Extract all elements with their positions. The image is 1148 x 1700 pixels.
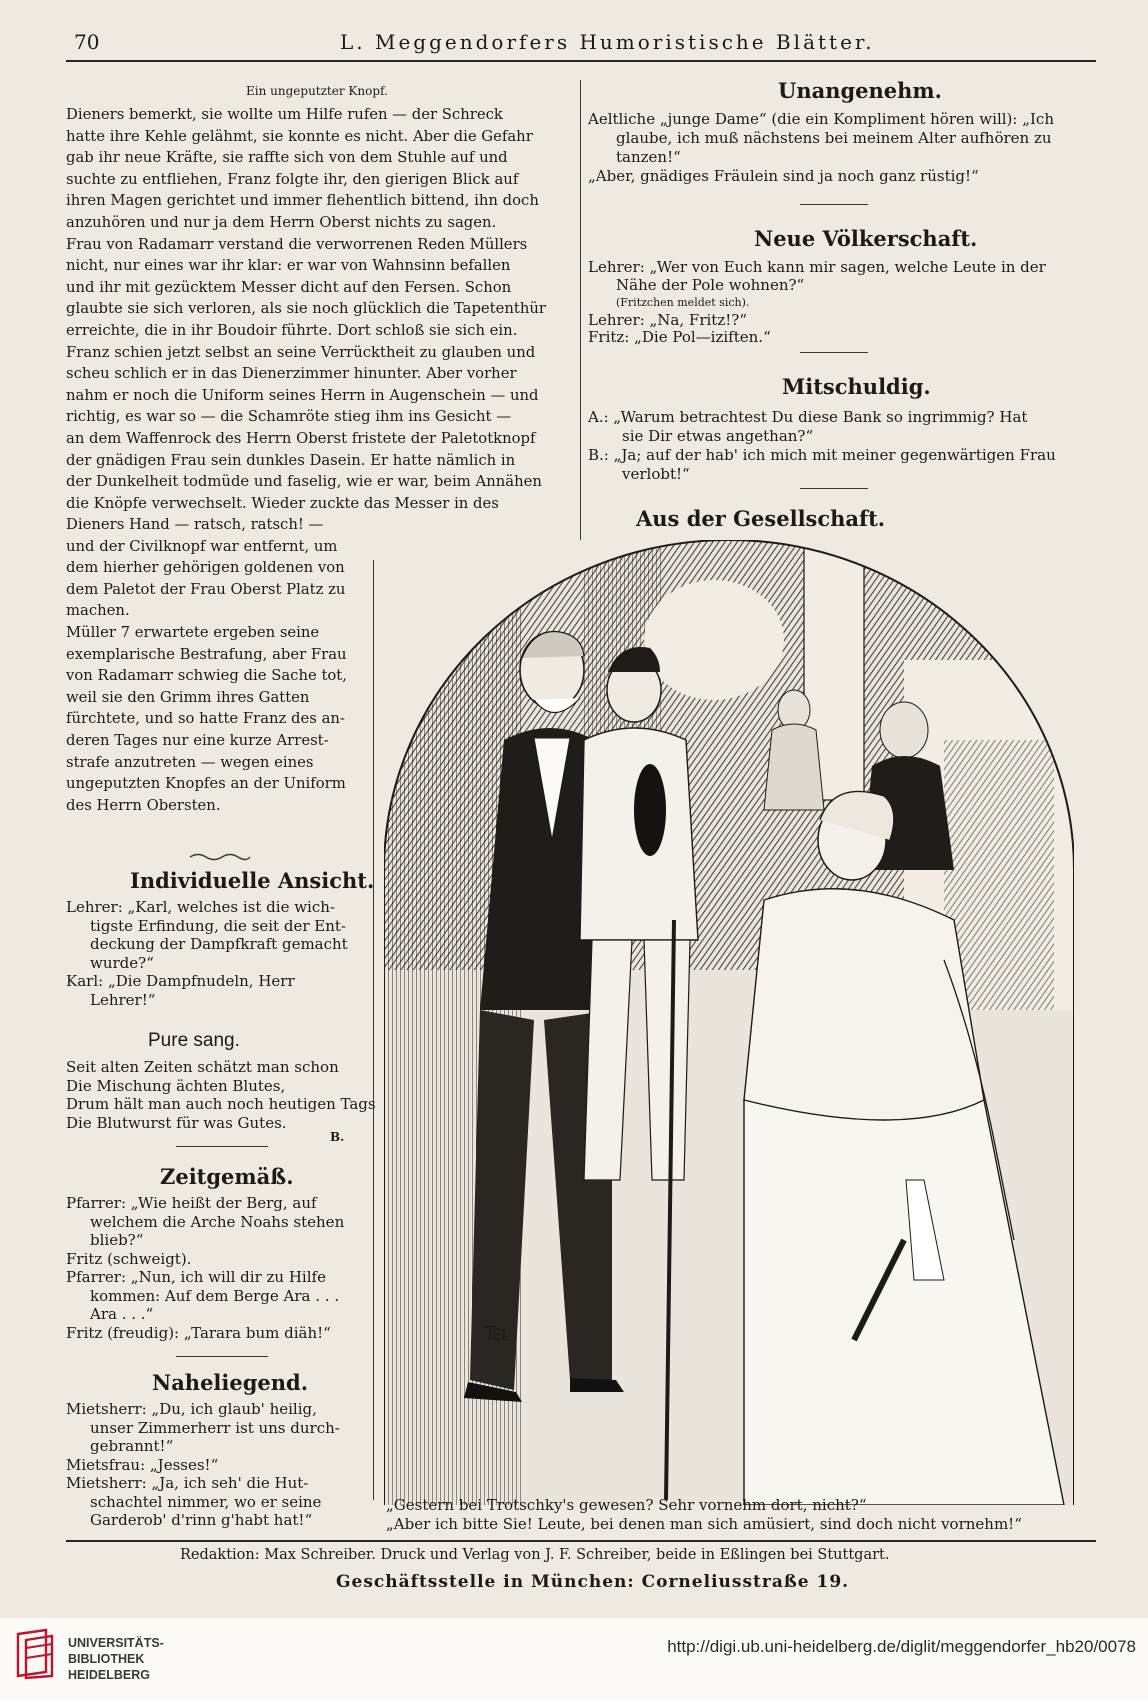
separator bbox=[176, 1146, 268, 1147]
dialog-line: Lehrer: „Wer von Euch kann mir sagen, welche Leute in der bbox=[588, 258, 1046, 276]
gesellschaft-caption-2: „Aber ich bitte Sie! Leute, bei denen man sich amüsiert, sind doch nicht vornehm!“ bbox=[386, 1515, 1022, 1533]
story-line: der gnädigen Frau sein dunkles Dasein. Er hatte nämlich in bbox=[66, 451, 516, 469]
individuelle-heading: Individuelle Ansicht. bbox=[130, 868, 375, 893]
poem-line: Seit alten Zeiten schätzt man schon bbox=[66, 1058, 339, 1076]
story-line: exemplarische Bestrafung, aber Frau bbox=[66, 645, 347, 663]
dialog-line: verlobt!“ bbox=[622, 465, 690, 483]
story-line: Frau von Radamarr verstand die verworrenen Reden Müllers bbox=[66, 235, 528, 253]
dialog-line: unser Zimmerherr ist uns durch- bbox=[90, 1418, 340, 1437]
poem-line: Die Mischung ächten Blutes, bbox=[66, 1076, 286, 1095]
dialog-line: Fritz (freudig): „Tarara bum diäh!“ bbox=[66, 1323, 331, 1342]
dialog-line: tigste Erfindung, die seit der Ent- bbox=[90, 916, 346, 935]
page-header bbox=[0, 28, 1148, 58]
zeitgemaess-heading: Zeitgemäß. bbox=[160, 1164, 294, 1189]
story-line: fürchtete, und so hatte Franz des an- bbox=[66, 710, 345, 728]
dialog-line: schachtel nimmer, wo er seine bbox=[90, 1492, 322, 1511]
story-line: Dieners bemerkt, sie wollte um Hilfe rufen — der Schreck bbox=[66, 106, 503, 123]
dialog-line: B.: „Ja; auf der hab' ich mich mit meiner gegenwärtigen Frau bbox=[588, 446, 1056, 464]
pure-sang-heading: Pure sang. bbox=[148, 1030, 240, 1051]
story-line: dem hierher gehörigen goldenen von bbox=[66, 559, 345, 577]
imprint-line: Redaktion: Max Schreiber. Druck und Verlag von J. F. Schreiber, beide in Eßlingen bei Stuttgart. bbox=[180, 1547, 890, 1563]
gesellschaft-caption-1: „Gestern bei Trotschky's gewesen? Sehr vornehm dort, nicht?“ bbox=[386, 1496, 867, 1514]
separator bbox=[800, 352, 868, 353]
column-divider-lower bbox=[373, 560, 374, 1500]
library-name-3: HEIDELBERG bbox=[68, 1668, 150, 1682]
story-line: deren Tages nur eine kurze Arrest- bbox=[66, 732, 329, 749]
dialog-line: Mietsherr: „Ja, ich seh' die Hut- bbox=[66, 1474, 309, 1492]
unangenehm-heading: Unangenehm. bbox=[778, 78, 942, 103]
dialog-line: gebrannt!“ bbox=[90, 1437, 174, 1455]
story-line: strafe anzutreten — wegen eines bbox=[66, 753, 314, 771]
story-line: scheu schlich er in das Dienerzimmer hinunter. Aber vorher bbox=[66, 365, 517, 383]
story-line: Franz schien jetzt selbst an seine Verrücktheit zu glauben und bbox=[66, 343, 536, 361]
dialog-line: welchem die Arche Noahs stehen bbox=[90, 1212, 345, 1231]
story-line: suchte zu entfliehen, Franz folgte ihr, den gierigen Blick auf bbox=[66, 170, 519, 188]
dialog-line: blieb?“ bbox=[90, 1231, 144, 1249]
story-line: und ihr mit gezücktem Messer dicht auf den Fersen. Schon bbox=[66, 278, 512, 296]
dialog-line: glaube, ich muß nächstens bei meinem Alter aufhören zu bbox=[616, 129, 1052, 147]
story-line: an dem Waffenrock des Herrn Oberst fristete der Paletotknopf bbox=[66, 430, 536, 447]
library-name-2: BIBLIOTHEK bbox=[68, 1652, 145, 1666]
voelkerschaft-heading: Neue Völkerschaft. bbox=[754, 226, 978, 251]
separator bbox=[176, 1356, 268, 1357]
story-line: ihren Magen gerichtet und immer flehentlich bittend, ihn doch bbox=[66, 192, 539, 210]
mitschuldig-heading: Mitschuldig. bbox=[782, 374, 931, 399]
dialog-line: kommen: Auf dem Berge Ara . . . bbox=[90, 1286, 340, 1305]
ballroom-illustration bbox=[384, 540, 1074, 1505]
dialog-line: Pfarrer: „Nun, ich will dir zu Hilfe bbox=[66, 1268, 326, 1286]
dialog-line: A.: „Warum betrachtest Du diese Bank so ingrimmig? Hat bbox=[588, 408, 1028, 426]
ornament-divider bbox=[188, 852, 252, 862]
dialog-line: Aeltliche „junge Dame“ (die ein Kompliment hören will): „Ich bbox=[588, 110, 1054, 128]
dialog-line: sie Dir etwas angethan?“ bbox=[622, 427, 814, 445]
library-footer bbox=[0, 1618, 1148, 1700]
dialog-line: Lehrer: „Karl, welches ist die wich- bbox=[66, 898, 335, 916]
dialog-line: Garderob' d'rinn g'habt hat!“ bbox=[90, 1511, 313, 1529]
svg-text:℡: ℡ bbox=[484, 1317, 512, 1347]
story-line: und der Civilknopf war entfernt, um bbox=[66, 537, 338, 555]
pure-sang-signature: B. bbox=[330, 1130, 345, 1144]
dialog-line: Mietsherr: „Du, ich glaub' heilig, bbox=[66, 1400, 317, 1418]
story-line: die Knöpfe verwechselt. Wieder zuckte das Messer in des bbox=[66, 494, 499, 512]
gesellschaft-heading: Aus der Gesellschaft. bbox=[636, 506, 886, 531]
header-rule bbox=[66, 60, 1096, 62]
dialog-line: Mietsfrau: „Jesses!“ bbox=[66, 1455, 219, 1474]
story-line: machen. bbox=[66, 602, 130, 620]
column-divider bbox=[580, 80, 581, 540]
magazine-title: L. Meggendorfers Humoristische Blätter. bbox=[340, 30, 875, 54]
dialog-line: Karl: „Die Dampfnudeln, Herr bbox=[66, 972, 295, 990]
story-line: Müller 7 erwartete ergeben seine bbox=[66, 624, 320, 641]
story-line: ungeputzten Knopfes an der Uniform bbox=[66, 775, 346, 793]
dialog-line: wurde?“ bbox=[90, 953, 154, 972]
imprint-address: Geschäftsstelle in München: Corneliusstraße 19. bbox=[336, 1572, 850, 1592]
page-number: 70 bbox=[74, 30, 100, 54]
dialog-line: deckung der Dampfkraft gemacht bbox=[90, 935, 348, 953]
story-line: richtig, es war so — die Schamröte stieg ihm ins Gesicht — bbox=[66, 408, 511, 426]
dialog-line: Lehrer: „Na, Fritz!?“ bbox=[588, 310, 747, 329]
story-line: nahm er noch die Uniform seines Herrn in Augenschein — und bbox=[66, 386, 539, 404]
dialog-line: Fritz (schweigt). bbox=[66, 1249, 192, 1268]
library-logo-icon bbox=[12, 1628, 62, 1680]
story-line: dem Paletot der Frau Oberst Platz zu bbox=[66, 580, 346, 598]
dialog-line: Nähe der Pole wohnen?“ bbox=[616, 275, 805, 294]
dialog-line: Ara . . .“ bbox=[90, 1305, 154, 1323]
story-caption: Ein ungeputzter Knopf. bbox=[246, 84, 388, 98]
footer-rule bbox=[66, 1540, 1096, 1542]
dialog-line: tanzen!“ bbox=[616, 148, 681, 166]
story-line: nicht, nur eines war ihr klar: er war von Wahnsinn befallen bbox=[66, 257, 511, 275]
source-url-link[interactable]: http://digi.ub.uni-heidelberg.de/diglit/meggendorfer_hb20/0078 bbox=[667, 1637, 1136, 1656]
poem-line: Die Blutwurst für was Gutes. bbox=[66, 1113, 287, 1132]
story-line: Dieners Hand — ratsch, ratsch! — bbox=[66, 516, 324, 533]
story-line: glaubte sie sich verloren, als sie noch glücklich die Tapetenthür bbox=[66, 300, 546, 318]
story-line: der Dunkelheit todmüde und faselig, wie er war, beim Annähen bbox=[66, 473, 542, 491]
story-line: des Herrn Obersten. bbox=[66, 796, 221, 814]
dialog-line: Pfarrer: „Wie heißt der Berg, auf bbox=[66, 1194, 317, 1212]
library-name-1: UNIVERSITÄTS- bbox=[68, 1636, 164, 1650]
story-line: weil sie den Grimm ihres Gatten bbox=[66, 688, 310, 706]
dialog-line: (Fritzchen meldet sich). bbox=[616, 296, 750, 309]
naheliegend-heading: Naheliegend. bbox=[152, 1370, 309, 1395]
story-line: erreichte, die in ihr Boudoir führte. Dort schloß sie sich ein. bbox=[66, 322, 518, 339]
dialog-line: Fritz: „Die Pol—iziften.“ bbox=[588, 328, 771, 346]
dialog-line: Lehrer!“ bbox=[90, 990, 156, 1009]
story-line: gab ihr neue Kräfte, sie raffte sich von dem Stuhle auf und bbox=[66, 149, 508, 167]
story-line: von Radamarr schwieg die Sache tot, bbox=[66, 667, 347, 685]
poem-line: Drum hält man auch noch heutigen Tags bbox=[66, 1095, 376, 1113]
separator bbox=[800, 204, 868, 205]
separator bbox=[800, 488, 868, 489]
story-line: hatte ihre Kehle gelähmt, sie konnte es nicht. Aber die Gefahr bbox=[66, 127, 533, 145]
dialog-line: „Aber, gnädiges Fräulein sind ja noch ganz rüstig!“ bbox=[588, 167, 979, 185]
story-line: anzuhören und nur ja dem Herrn Oberst nichts zu sagen. bbox=[66, 214, 497, 231]
